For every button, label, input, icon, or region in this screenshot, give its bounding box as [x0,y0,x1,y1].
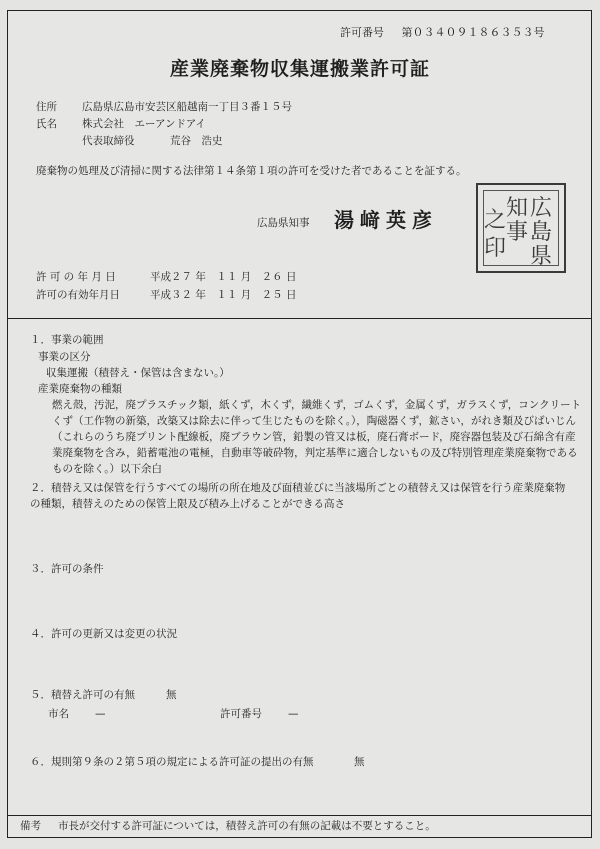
permit-date-value: 平成２７ 年 １１ 月 ２６ 日 [150,271,297,283]
business-kind-label: 事業の区分 [38,351,91,363]
transfer-permit-label: 許可番号 [220,708,262,720]
seal-char: 之 [484,208,507,233]
section-6-value: 無 [354,756,365,768]
seal-char: 事 [506,220,529,245]
remarks-text: 市長が交付する許可証については，積替え許可の有無の記載は不要とすること。 [58,820,436,832]
footer-divider [7,815,591,816]
name-label: 氏名 [36,118,57,130]
remarks-label: 備考 [20,820,41,832]
city-label: 市名 [48,708,69,720]
representative-name: 荒谷 浩史 [170,135,223,147]
representative-title: 代表取締役 [82,135,135,147]
seal-char: 広 [530,196,553,221]
section-5-value: 無 [166,689,177,701]
official-seal [476,183,566,273]
waste-types-label: 産業廃棄物の種類 [38,383,122,395]
seal-char: 県 [530,244,553,269]
transfer-permit-value: — [288,708,299,720]
section-3-title: ３．許可の条件 [30,563,104,575]
governor-title: 広島県知事 [257,217,310,229]
permit-number-value: 第０３４０９１８６３５３号 [401,26,545,39]
valid-date-label: 許可の有効年月日 [36,289,120,301]
company-name: 株式会社 エーアンドアイ [82,118,206,130]
governor-name: 湯﨑英彦 [334,208,438,232]
section-6-title: ６．規則第９条の２第５項の規定による許可証の提出の有無 [30,756,314,768]
permit-number-label: 許可番号 [340,26,384,39]
section-divider [7,318,591,319]
seal-char: 知 [506,196,529,221]
seal-char: 島 [530,220,553,245]
valid-date-value: 平成３２ 年 １１ 月 ２５ 日 [150,289,297,301]
section-1-title: １．事業の範囲 [30,334,104,346]
business-kind-value: 収集運搬（積替え・保管は含まない。） [46,367,230,379]
permit-number-row [340,27,545,38]
permit-date-label: 許 可 の 年 月 日 [36,271,116,283]
address-value: 広島県広島市安芸区船越南一丁目３番１５号 [82,101,292,113]
seal-char: 印 [484,236,507,261]
document-title: 産業廃棄物収集運搬業許可証 [169,58,430,80]
section-4-title: ４．許可の更新又は変更の状況 [30,628,177,640]
address-label: 住所 [36,101,57,113]
certify-text: 廃棄物の処理及び清掃に関する法律第１４条第１項の許可を受けた者であることを証する。 [36,165,467,177]
section-5-title: ５．積替え許可の有無 [30,689,135,701]
waste-types-text: 燃え殻，汚泥，廃プラスチック類，紙くず，木くず，繊維くず，ゴムくず，金属くず，ガラスくず，コンクリートくず（工作物の新築，改築又は除去に伴って生じたものを除く。），陶磁器くず，鉱さい，がれき類及びばいじん（これらのうち廃プリント配線板，廃ブラウン管，鉛製の管又は板，廃石膏ボード，廃容器包装及び石綿含有産業廃棄物を含み，鉛蓄電池の電極，自動車等破砕物，判定基準に適合しないもの及び特別管理産業廃棄物であるものを除く。）以下余白 [52,399,582,475]
section-2-text: ２．積替え又は保管を行うすべての場所の所在地及び面積並びに当該場所ごとの積替え又は保管を行う産業廃棄物の種類，積替えのための保管上限及び積み上げることができる高さ [30,482,566,510]
city-value: — [95,708,106,720]
